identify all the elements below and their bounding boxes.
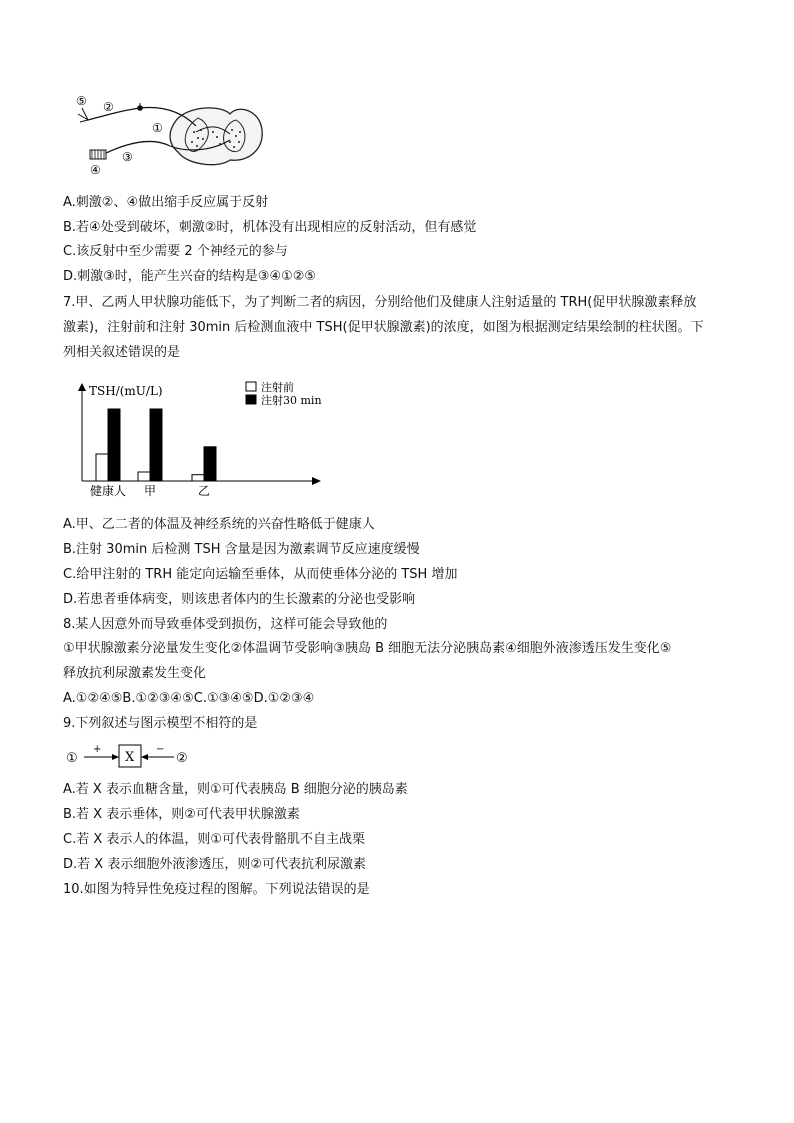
q7-stem-line-3: 列相关叙述错误的是: [63, 345, 181, 360]
bar-before-0: [96, 454, 108, 481]
q9-right-label: ②: [176, 751, 188, 766]
legend-label: 注射前: [261, 381, 294, 394]
y-axis-arrow-icon: [78, 383, 86, 391]
x-tick-label: 甲: [143, 484, 157, 498]
bar-before-2: [192, 475, 204, 481]
legend-label: 注射30 min: [261, 394, 322, 407]
label-3: ③: [122, 150, 133, 164]
bar-after-1: [150, 409, 162, 481]
q7-option-a: A.甲、乙二者的体温及神经系统的兴奋性略低于健康人: [63, 517, 375, 532]
q6-option-c: C.该反射中至少需要 2 个神经元的参与: [63, 244, 288, 259]
reflex-arc-figure: [70, 92, 270, 180]
q8-items-line-2: 释放抗利尿激素发生变化: [63, 666, 207, 681]
q9-plus-sign: +: [93, 744, 102, 755]
q9-stem: 9.下列叙述与图示模型不相符的是: [63, 716, 258, 731]
q6-option-a: A.刺激②、④做出缩手反应属于反射: [63, 195, 269, 210]
q9-option-d: D.若 X 表示细胞外液渗透压，则②可代表抗利尿激素: [63, 857, 366, 872]
q7-stem-line-2: 激素)，注射前和注射 30min 后检测血液中 TSH(促甲状腺激素)的浓度，如图为根据测定结果绘制的柱状图。下: [63, 320, 704, 335]
q9-model-figure: [64, 742, 204, 772]
label-4: ④: [90, 163, 101, 177]
x-tick-label: 健康人: [89, 484, 127, 498]
y-axis-label: TSH/(mU/L): [89, 384, 163, 398]
q8-stem: 8.某人因意外而导致垂体受到损伤，这样可能会导致他的: [63, 617, 388, 632]
q7-option-b: B.注射 30min 后检测 TSH 含量是因为激素调节反应速度缓慢: [63, 542, 420, 557]
q9-option-b: B.若 X 表示垂体，则②可代表甲状腺激素: [63, 807, 300, 822]
label-5: ⑤: [76, 94, 87, 108]
x-tick-label: 乙: [197, 484, 211, 498]
bar-after-2: [204, 447, 216, 481]
q7-option-d: D.若患者垂体病变，则该患者体内的生长激素的分泌也受影响: [63, 592, 416, 607]
q7-stem-line-1: 7.甲、乙两人甲状腺功能低下，为了判断二者的病因，分别给他们及健康人注射适量的 TRH(促甲状腺激素释放: [63, 295, 697, 310]
x-axis-arrow-icon: [312, 477, 321, 485]
q6-option-b: B.若④处受到破坏，刺激②时，机体没有出现相应的反射活动，但有感觉: [63, 220, 477, 235]
q7-option-c: C.给甲注射的 TRH 能定向运输至垂体，从而使垂体分泌的 TSH 增加: [63, 567, 458, 582]
legend-swatch: [246, 382, 256, 391]
label-2: ②: [103, 100, 114, 114]
q9-x-label: X: [125, 750, 135, 765]
arrow-right-icon: [112, 754, 119, 760]
q9-left-label: ①: [66, 751, 78, 766]
q8-items-line-1: ①甲状腺激素分泌量发生变化②体温调节受影响③胰岛 B 细胞无法分泌胰岛素④细胞外液渗透压发生变化⑤: [63, 641, 672, 656]
arrow-left-icon: [141, 754, 148, 760]
q10-stem: 10.如图为特异性免疫过程的图解。下列说法错误的是: [63, 882, 370, 897]
q9-minus-sign: −: [156, 744, 165, 755]
q8-choices: A.①②④⑤B.①②③④⑤C.①③④⑤D.①②③④: [63, 691, 315, 706]
label-1: ①: [152, 121, 163, 135]
bar-before-1: [138, 472, 150, 481]
tsh-bar-chart: [74, 377, 330, 501]
q6-option-d: D.刺激③时，能产生兴奋的结构是③④①②⑤: [63, 269, 317, 284]
q9-option-a: A.若 X 表示血糖含量，则①可代表胰岛 B 细胞分泌的胰岛素: [63, 782, 408, 797]
legend-swatch: [246, 395, 256, 404]
bar-after-0: [108, 409, 120, 481]
q9-option-c: C.若 X 表示人的体温，则①可代表骨骼肌不自主战栗: [63, 832, 366, 847]
